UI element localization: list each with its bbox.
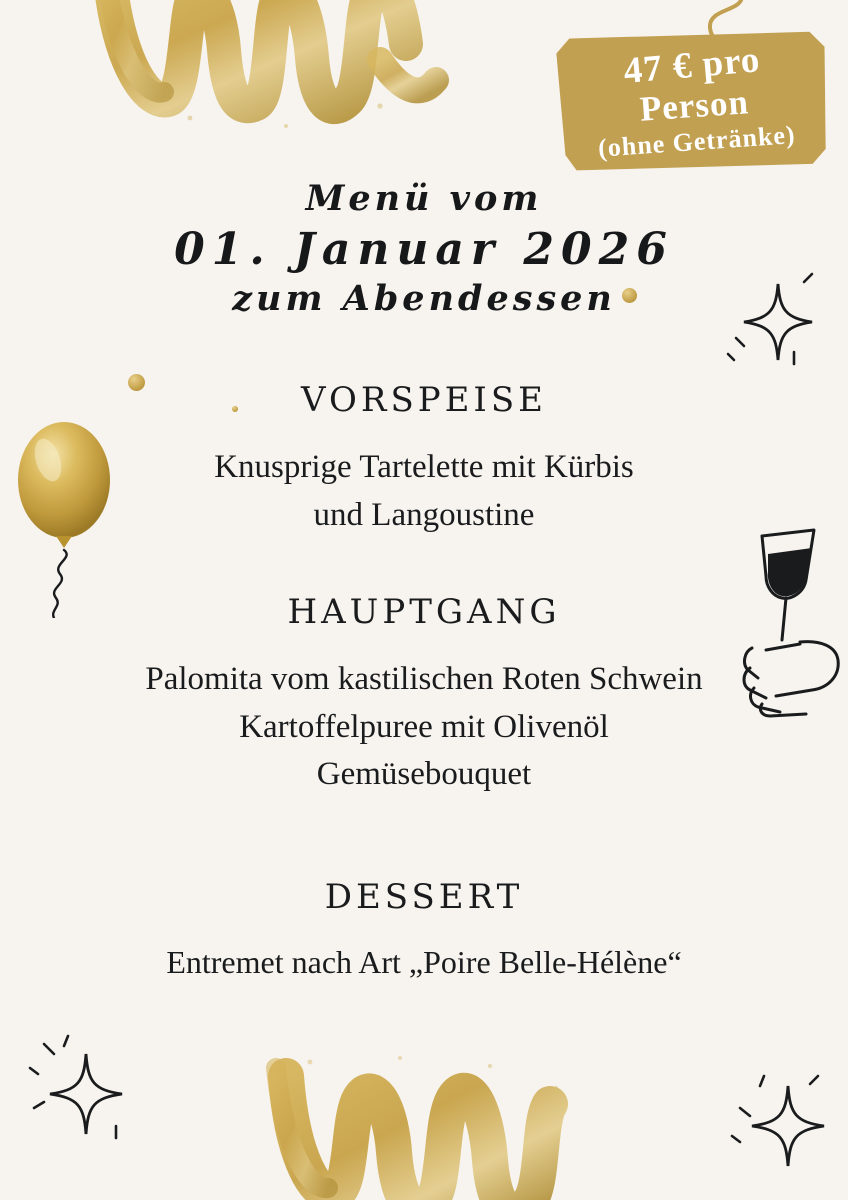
- title-line-3: zum Abendessen: [232, 278, 616, 320]
- course-items-dessert: [60, 939, 788, 985]
- title-line-2: 01. Januar 2026: [174, 223, 674, 275]
- price-badge: [555, 21, 832, 181]
- course-item: Entremet nach Art „Poire Belle-Hélène“: [166, 944, 682, 981]
- course-hauptgang: [60, 592, 788, 800]
- gold-brush-stroke-top-icon: [80, 0, 460, 150]
- price-badge-line3: (ohne Getränke): [597, 119, 797, 163]
- course-item: Knusprige Tartelette mit Kürbis: [214, 449, 634, 485]
- course-vorspeise: [60, 380, 788, 540]
- course-items-hauptgang: [60, 656, 788, 800]
- sparkle-icon: [716, 272, 826, 382]
- gold-brush-stroke-bottom-icon: [250, 1048, 610, 1200]
- price-badge-line2: Person: [638, 82, 751, 129]
- course-heading-hauptgang: HAUPTGANG: [287, 591, 561, 632]
- course-item: Gemüsebouquet: [316, 756, 532, 793]
- course-heading-dessert: DESSERT: [324, 877, 524, 918]
- sparkle-icon: [724, 1070, 834, 1180]
- sparkle-icon: [20, 1030, 140, 1150]
- menu-courses: [60, 380, 788, 986]
- price-badge-line1: 47 € pro: [621, 39, 762, 93]
- course-items-vorspeise: [60, 444, 788, 540]
- hand-holding-wine-glass-icon: [736, 528, 848, 718]
- course-item: Palomita vom kastilischen Roten Schwein: [145, 660, 703, 697]
- title-line-1: Menü vom: [305, 178, 543, 219]
- course-heading-vorspeise: VORSPEISE: [301, 380, 547, 420]
- course-item: und Langoustine: [313, 496, 535, 533]
- course-dessert: [60, 877, 788, 985]
- course-item: Kartoffelpuree mit Olivenöl: [239, 708, 609, 745]
- gold-dot-icon: [622, 288, 637, 303]
